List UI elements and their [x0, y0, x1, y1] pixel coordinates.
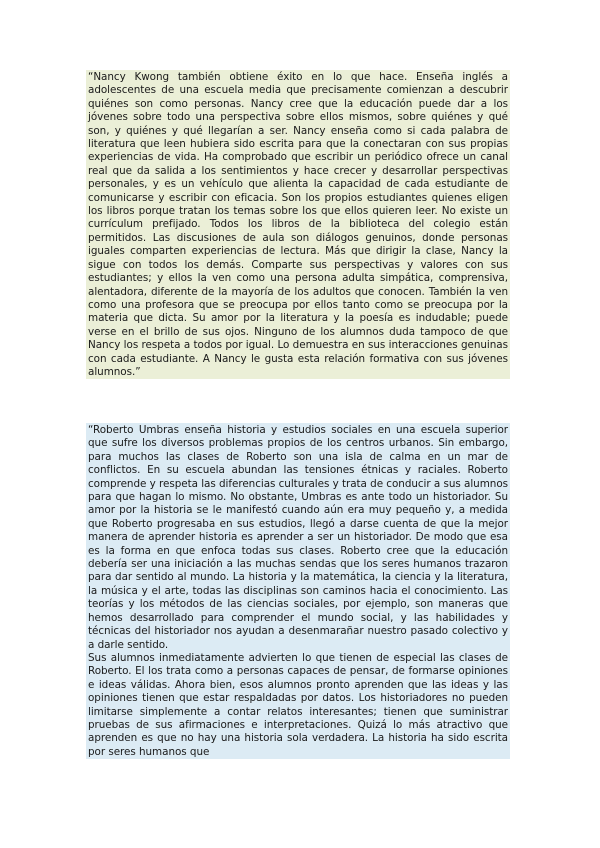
quote-roberto-umbras-paragraph-2: Sus alumnos inmediatamente advierten lo que tienen de especial las clases de Roberto. El los trata como a personas capaces de pensar, de formarse opiniones e ideas válidas. Ahora bien, esos alumnos pronto aprenden que las ideas y las opiniones tienen que estar respaldadas por datos. Los historiadores no pueden limitarse simplemente a contar relatos interesantes; tienen que suministrar pruebas de sus afirmaciones e interpretaciones. Quizá lo más atractivo que aprenden es que no hay una historia sola verdadera. La historia ha sido escrita por seres humanos que	[88, 651, 508, 758]
quote-nancy-kwong-text: “Nancy Kwong también obtiene éxito en lo que hace. Enseña inglés a adolescentes de una escuela media que precisamente comienzan a descubrir quiénes son como personas. Nancy cree que la educación puede dar a los jóvenes sobre todo una perspectiva sobre ellos mismos, sobre quiénes y qué son, y quiénes y qué llegarían a ser. Nancy enseña como si cada palabra de literatura que leen hubiera sido escrita para que la conectaran con sus propias experiencias de vida. Ha comprobado que escribir un periódico ofrece un canal real que da salida a los sentimientos y hace crecer y desarrollar perspectivas personales, y es un vehículo que alienta la capacidad de cada estudiante de comunicarse y escribir con eficacia. Son los propios estudiantes quienes eligen los libros porque tratan los temas sobre los que ellos quieren leer. No existe un currículum prefijado. Todos los libros de la biblioteca del colegio están permitidos. Las discusiones de aula son diálogos genuinos, donde personas iguales comparten experiencias de lectura. Más que dirigir la clase, Nancy la sigue con todos los demás. Comparte sus perspectivas y valores con sus estudiantes; y ellos la ven como una persona adulta simpática, comprensiva, alentadora, diferente de la mayoría de los adultos que conocen. También la ven como una profesora que se preocupa por ellos tanto como se preocupa por la materia que dicta. Su amor por la literatura y la poesía es indudable; puede verse en el brillo de sus ojos. Ninguno de los alumnos duda tampoco de que Nancy los respeta a todos por igual. Lo demuestra en sus interacciones genuinas con cada estudiante. A Nancy le gusta esta relación formativa con sus jóvenes alumnos.”	[88, 71, 508, 378]
quote-nancy-kwong	[86, 70, 510, 379]
quote-roberto-umbras-paragraph-1: “Roberto Umbras enseña historia y estudios sociales en una escuela superior que sufre los diversos problemas propios de los centros urbanos. Sin embargo, para muchos las clases de Roberto son una isla de calma en un mar de conflictos. En su escuela abundan las tensiones étnicas y raciales. Roberto comprende y respeta las diferencias culturales y trata de conducir a sus alumnos para que hagan lo mismo. No obstante, Umbras es ante todo un historiador. Su amor por la historia se le manifestó cuando aún era muy pequeño y, a medida que Roberto progresaba en sus estudios, llegó a darse cuenta de que la mejor manera de aprender historia es aprender a ser un historiador. De modo que esa es la forma en que enfoca todas sus clases. Roberto cree que la educación debería ser una iniciación a las muchas sendas que los seres humanos trazaron para dar sentido al mundo. La historia y la matemática, la ciencia y la literatura, la música y el arte, todas las disciplinas son caminos hacia el conocimiento. Las teorías y los métodos de las ciencias sociales, por ejemplo, son maneras que hemos desarrollado para comprender el mundo social, y las habilidades y técnicas del historiador nos ayudan a desenmarañar nuestro pasado colectivo y a darle sentido.	[88, 424, 508, 651]
quote-roberto-umbras	[86, 423, 510, 759]
